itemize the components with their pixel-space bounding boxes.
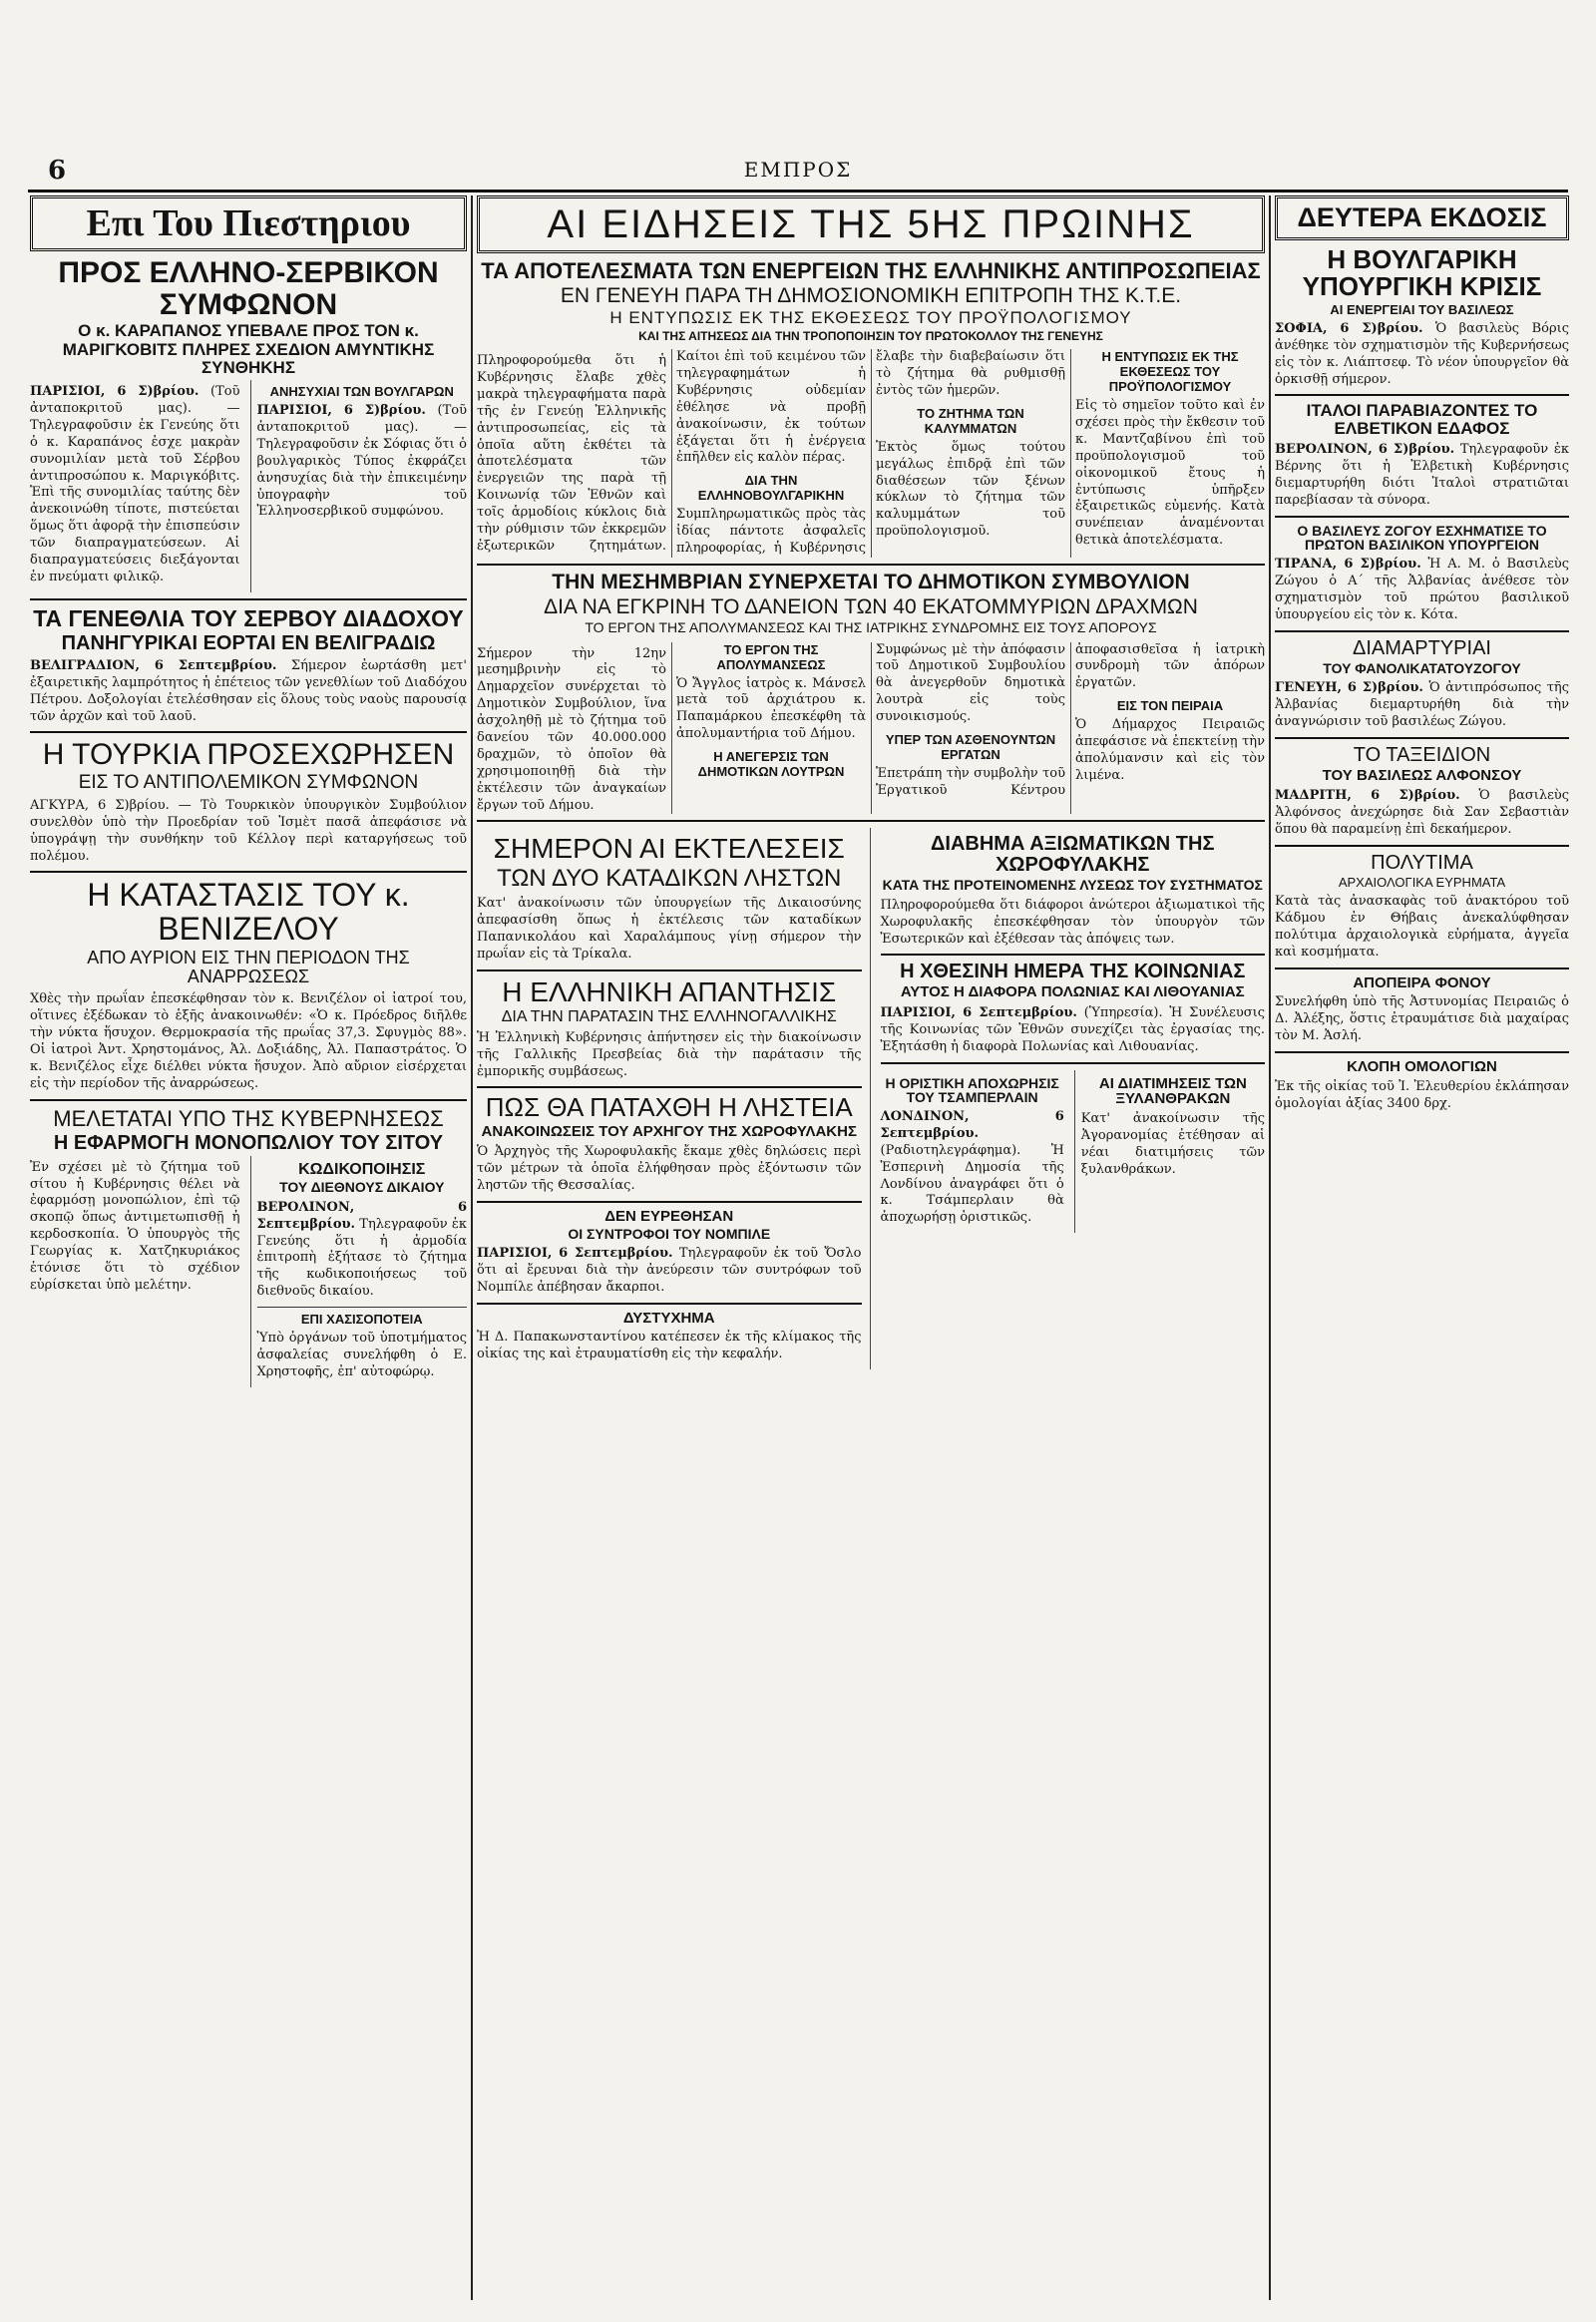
body-text [1275,788,1569,839]
article-king-alfonso [1275,745,1569,839]
body-copy: Σήμερον ἐωρτάσθη μετ' ἐξαιρετικῆς λαμπρότητος ἡ ἐπέτειος τῶν γενεθλίων τοῦ Διαδόχου Πέτρου. Δοξολογίαι ἐτελέσθησαν εἰς ὅλους τοὺς ναοὺς παρουσίᾳ τῶν ἀρχῶν καὶ τοῦ λαοῦ. [30,657,467,724]
article-greek-serbian-pact [30,257,467,592]
body-text: Χθὲς τὴν πρωΐαν ἐπεσκέφθησαν τὸν κ. Βενιζέλον οἱ ἰατροί του, οἵτινες ἐξέδωκαν τὸ ἑξῆς ἀνακοινωθέν: «Ὁ κ. Πρόεδρος διῆλθε τὴν νύκτα ἥσυχον. Θερμοκρασία τῆς πρωΐας 37,3. Σφυγμὸς 88». Οἱ ἰατροὶ Ἀντ. Χρηστομάνος, Ἀλ. Δοξιάδης, Ἀλ. Παπαστράτος. Ὁ κ. Βενιζέλος εἶχε διέλθει νύκτα ἥσυχον. Ἀπὸ αὔριον εἰσέρχεται εἰς τὴν περίοδον τῆς ἀναρρώσεως. [30,991,467,1091]
headline: Η ΤΟΥΡΚΙΑ ΠΡΟΣΕΧΩΡΗΣΕΝ [42,738,455,772]
divider [477,820,1265,822]
subsection-title: Η ΑΝΕΓΕΡΣΙΣ ΤΩΝ ΔΗΜΟΤΙΚΩΝ ΛΟΥΤΡΩΝ [697,749,845,780]
subhead: ΑΡΧΑΙΟΛΟΓΙΚΑ ΕΥΡΗΜΑΤΑ [1338,874,1506,890]
article-gendarmerie [881,834,1266,948]
divider [881,1062,1266,1064]
body-text: ΑΓΚΥΡΑ, 6 Σ)βρίου. — Τὸ Τουρκικὸν ὑπουργικὸν Συμβούλιον συνελθὸν ὑπὸ τὴν Προεδρίαν τοῦ Ἰσμὲτ πασᾶ ἀπεφάσισε νὰ ὑπογράψῃ τὴν συνθήκην τοῦ Κέλλογ περὶ καταργήσεως τοῦ πολέμου. [30,797,467,864]
body-text: Ὑπὸ ὀργάνων τοῦ ὑποτμήματος ἀσφαλείας συνελήφθη ὁ Ε. Χρηστοφῆς, ἐπ' αὐτοφώρῳ. [256,1331,467,1379]
dateline: ΜΑΔΡΙΤΗ, 6 Σ)βρίου. [1275,788,1460,804]
divider [1275,630,1569,632]
headline: ΜΕΛΕΤΑΤΑΙ ΥΠΟ ΤΗΣ ΚΥΒΕΡΝΗΣΕΩΣ [53,1105,444,1131]
article-league-of-nations [881,962,1266,1055]
headline: ΔΙΑΒΗΜΑ ΑΞΙΩΜΑΤΙΚΩΝ ΤΗΣ ΧΩΡΟΦΥΛΑΚΗΣ [931,833,1215,877]
body-text: Σήμερον τὴν 12ην μεσημβρινὴν εἰς τὸ Δημαρχεῖον συνέρχεται τὸ Δημοτικὸν Συμβούλιον, ἵνα ἀσχοληθῇ μὲ τὸ ζήτημα τοῦ δανείου τῶν 40.000.000 δραχμῶν, τὸ ὁποῖον θὰ χρησιμοποιηθῇ διὰ τὴν ἐκτέλεσιν τῶν ἀναγκαίων ἔργων τοῦ Δήμου. [477,645,666,813]
dateline: ΠΑΡΙΣΙΟΙ, 6 Σ)βρίου. [30,384,200,400]
body-copy: (Τοῦ ἀνταποκριτοῦ μας). — Τηλεγραφοῦσιν ἐκ Σόφιας ὅτι ὁ βουλγαρικὸς Τύπος ἐκφράζει ἀνησυχίας διὰ τὴν ἐπικειμένην ὑπογραφὴν τοῦ Ἑλληνοσερβικοῦ συμφώνου. [256,403,467,520]
body-text: Εἰς τὸ σημεῖον τοῦτο καὶ ἐν σχέσει πρὸς τὴν ἔκθεσιν τοῦ κ. Μαντζαβίνου ἐπὶ τοῦ προϋπολογισμοῦ τοῦ οἰκονομικοῦ ἔτους ἡ ἐντύπωσις ὑπῆρξεν ἐξαιρετικῶς εὐμενής. Κατὰ συνέπειαν ἀναμένονται θετικὰ ἀποτελέσματα. [1075,398,1265,549]
headline: ΤΑ ΑΠΟΤΕΛΕΣΜΑΤΑ ΤΩΝ ΕΝΕΡΓΕΙΩΝ ΤΗΣ ΕΛΛΗΝΙΚΗΣ ΑΝΤΙΠΡΟΣΩΠΕΙΑΣ [481,258,1261,283]
center-column [477,195,1265,2300]
body-text [1275,442,1569,510]
article-venizelos [30,879,467,1092]
divider [477,969,862,971]
article-municipal-council [477,572,1265,814]
subsection-title: ΑΝΗΣΥΧΙΑΙ ΤΩΝ ΒΟΥΛΓΑΡΩΝ [269,384,454,400]
section-title-second-edition: ΔΕΥΤΕΡΑ ΕΚΔΟΣΙΣ [1275,195,1569,240]
deck: ΤΟ ΕΡΓΟΝ ΤΗΣ ΑΠΟΛΥΜΑΝΣΕΩΣ ΚΑΙ ΤΗΣ ΙΑΤΡΙΚΗΣ ΣΥΝΔΡΟΜΗΣ ΕΙΣ ΤΟΥΣ ΑΠΟΡΟΥΣ [585,619,1157,636]
body-text: Ὁ Ἀρχηγὸς τῆς Χωροφυλακῆς ἔκαμε χθὲς δηλώσεις περὶ τῶν μέτρων τὰ ὁποῖα ἐλήφθησαν πρὸς ἐξόντωσιν τῶν ληστῶν τῆς Θεσσαλίας. [477,1144,862,1193]
section-title-press: Επι Του Πιεστηριου [30,195,467,251]
left-column [30,195,467,2300]
divider [1275,968,1569,969]
headline: ΠΡΟΣ ΕΛΛΗΝΟ-ΣΕΡΒΙΚΟΝ ΣΥΜΦΩΝΟΝ [58,256,439,321]
subsection-title: ΤΟ ΖΗΤΗΜΑ ΤΩΝ ΚΑΛΥΜΜΑΤΩΝ [917,405,1024,436]
article-accident [477,1311,862,1364]
headline: Η ΒΟΥΛΓΑΡΙΚΗ ΥΠΟΥΡΓΙΚΗ ΚΡΙΣΙΣ [1302,244,1542,302]
dateline: ΠΑΡΙΣΙΟΙ, 6 Σεπτεμβρίου. [477,1246,673,1262]
article-banditry [477,1094,862,1194]
article-nobile [477,1209,862,1297]
divider [477,1201,862,1203]
headline: ΑΙ ΔΙΑΤΙΜΗΣΕΙΣ ΤΩΝ ΞΥΛΑΝΘΡΑΚΩΝ [1098,1074,1247,1108]
divider [1275,394,1569,396]
divider [1275,1051,1569,1053]
body-text [881,1005,1266,1056]
subsection-title: ΕΙΣ ΤΟΝ ΠΕΙΡΑΙΑ [1116,698,1224,714]
article-archaeological-finds [1275,853,1569,962]
body-text [1275,557,1569,624]
article-protests [1275,638,1569,731]
dateline: ΛΟΝΔΙΝΟΝ, 6 Σεπτεμβρίου. [880,1109,1064,1141]
subsection-title: ΕΠΙ ΧΑΣΙΣΟΠΟΤΕΙΑ [300,1312,423,1328]
dateline: ΤΙΡΑΝΑ, 6 Σ)βρίου. [1275,557,1421,573]
dateline: ΣΟΦΙΑ, 6 Σ)βρίου. [1275,320,1423,336]
body-text: Ἐν σχέσει μὲ τὸ ζήτημα τοῦ σίτου ἡ Κυβέρνησις θέλει νὰ ἐφαρμόσῃ μονοπώλιον, ἐπὶ τῷ σκοπῷ ὅπως ἀντιμετωπισθῇ ἡ κερδοσκοπία. Ὁ ὑπουργὸς τῆς Γεωργίας κ. Χατζηκυριάκος ἐτόνισε ὅτι τὸ σχέδιον εὑρίσκεται ὑπὸ μελέτην. [30,1159,240,1293]
headline: Η ΕΛΛΗΝΙΚΗ ΑΠΑΝΤΗΣΙΣ [502,975,837,1007]
column-divider [471,195,473,2300]
body-text [30,658,467,726]
article-geneva-delegation [477,259,1265,558]
subhead: ΕΙΣ ΤΟ ΑΝΤΙΠΟΛΕΜΙΚΟΝ ΣΥΜΦΩΝΟΝ [78,771,419,793]
article-bulgarian-crisis [1275,246,1569,388]
headline: Η ΧΘΕΣΙΝΗ ΗΜΕΡΑ ΤΗΣ ΚΟΙΝΩΝΙΑΣ [900,961,1246,983]
body-copy: Τηλεγραφοῦν ἐκ Βέρνης ὅτι ἡ Ἑλβετικὴ Κυβέρνησις διεμαρτυρήθη διότι Ἰταλοὶ στρατιῶται παρεβίασαν τὰ σύνορα. [1275,442,1569,508]
divider [30,598,467,600]
subsection-title: ΥΠΕΡ ΤΩΝ ΑΣΘΕΝΟΥΝΤΩΝ ΕΡΓΑΤΩΝ [885,731,1056,762]
headline: ΚΛΟΠΗ ΟΜΟΛΟΓΙΩΝ [1347,1058,1497,1076]
body-copy: Τηλεγραφοῦν ἐκ Γενεύης ὅτι ἡ ἀρμοδία ἐπιτροπὴ ἐξήτασε τὸ ζήτημα τῆς κωδικοποιήσεως τοῦ διεθνοῦς δικαίου. [256,1216,467,1300]
dateline: ΒΕΛΙΓΡΑΔΙΟΝ, 6 Σεπτεμβρίου. [30,657,277,673]
article-attempted-murder [1275,975,1569,1045]
body-copy: Ὁ ἀντιπρόσωπος τῆς Ἀλβανίας διεμαρτυρήθη διὰ τὴν ἀναγνώρισιν τοῦ βασιλέως Ζώγου. [1275,680,1569,729]
subhead: ΤΟΥ ΦΑΝΟΛΙΚΑΤΑΤΟΥΖΟΓΟΥ [1323,659,1521,676]
divider [477,1086,862,1088]
headline: Ο ΒΑΣΙΛΕΥΣ ΖΟΓΟΥ ΕΣΧΗΜΑΤΙΣΕ ΤΟ ΠΡΩΤΟΝ ΒΑΣΙΛΙΚΟΝ ΥΠΟΥΡΓΕΙΟΝ [1297,522,1547,554]
subhead: ΟΙ ΣΥΝΤΡΟΦΟΙ ΤΟΥ ΝΟΜΠΙΛΕ [568,1225,771,1242]
headline: Η ΟΡΙΣΤΙΚΗ ΑΠΟΧΩΡΗΣΙΣ ΤΟΥ ΤΣΑΜΠΕΡΛΑΙΝ [885,1074,1059,1106]
subsection-title: ΤΟ ΕΡΓΟΝ ΤΗΣ ΑΠΟΛΥΜΑΝΣΕΩΣ [716,641,826,672]
body-text: Ὁ Δήμαρχος Πειραιῶς ἀπεφάσισε νὰ ἐπεκτείνῃ τὴν ἀπολύμανσιν καὶ εἰς τὸν λιμένα. [1075,717,1265,783]
body-text: Κατ' ἀνακοίνωσιν τῶν ὑπουργείων τῆς Δικαιοσύνης ἀπεφασίσθη ὅπως ἡ ἐκτέλεσις τῶν καταδίκων Παπανικολάου καὶ Χαραλάμπους γίνῃ σήμερον τὴν πρωΐαν εἰς τὰ Τρίκαλα. [477,896,862,962]
subsection-subtitle: ΤΟΥ ΔΙΕΘΝΟΥΣ ΔΙΚΑΙΟΥ [279,1179,445,1196]
body-text [1275,321,1569,389]
body-copy: Τηλεγραφοῦν ἐκ τοῦ Ὄσλο ὅτι αἱ ἔρευναι διὰ τὴν ἀνεύρεσιν τῶν συντρόφων τοῦ Νομπίλε ἀπέβησαν ἄκαρποι. [477,1246,862,1295]
headline: Η ΚΑΤΑΣΤΑΣΙΣ ΤΟΥ κ. ΒΕΝΙΖΕΛΟΥ [87,877,410,947]
divider [30,871,467,873]
headline: ΠΩΣ ΘΑ ΠΑΤΑΧΘΗ Η ΛΗΣΤΕΙΑ [485,1092,853,1123]
headline: ΔΙΑΜΑΡΤΥΡΙΑΙ [1353,636,1491,659]
dateline: ΓΕΝΕΥΗ, 6 Σ)βρίου. [1275,680,1423,696]
article-bond-theft [1275,1059,1569,1113]
subhead: Ο κ. ΚΑΡΑΠΑΝΟΣ ΥΠΕΒΑΛΕ ΠΡΟΣ ΤΟΝ κ. ΜΑΡΙΓΚΟΒΙΤΣ ΠΛΗΡΕΣ ΣΧΕΔΙΟΝ ΑΜΥΝΤΙΚΗΣ ΣΥΝΘΗΚΗΣ [62,321,435,378]
headline: ΑΠΟΠΕΙΡΑ ΦΟΝΟΥ [1353,973,1491,991]
article-italians-switzerland [1275,402,1569,509]
column-divider [1269,195,1271,2300]
subhead: ΑΠΟ ΑΥΡΙΟΝ ΕΙΣ ΤΗΝ ΠΕΡΙΟΔΟΝ ΤΗΣ ΑΝΑΡΡΩΣΕΩΣ [87,947,410,987]
subhead: ΑΙ ΕΝΕΡΓΕΙΑΙ ΤΟΥ ΒΑΣΙΛΕΩΣ [1330,301,1514,317]
body-text: Συμφώνως μὲ τὴν ἀπόφασιν τοῦ Δημοτικοῦ Συμβουλίου θὰ ἀνεγερθοῦν δημοτικὰ λουτρὰ εἰς τοὺς συνοικισμούς. [876,641,1065,725]
headline: ΤΑ ΓΕΝΕΘΛΙΑ ΤΟΥ ΣΕΡΒΟΥ ΔΙΑΔΟΧΟΥ [33,604,464,631]
body-copy: Ἡ Α. Μ. ὁ Βασιλεὺς Ζώγου ὁ Α΄ τῆς Ἀλβανίας ἀνέθεσε τὸν σχηματισμὸν τοῦ πρώτου βασιλικοῦ ὑπουργείου εἰς τὸν κ. Κότα. [1275,557,1569,622]
subhead: ΚΑΤΑ ΤΗΣ ΠΡΟΤΕΙΝΟΜΕΝΗΣ ΛΥΣΕΩΣ ΤΟΥ ΣΥΣΤΗΜΑΤΟΣ [882,877,1263,894]
dateline: ΒΕΡΟΛΙΝΟΝ, 6 Σ)βρίου. [1275,442,1455,458]
body-copy: Ὁ βασιλεὺς Ἀλφόνσος ἀνεχώρησε διὰ Σαν Σεβαστιὰν ὅπου θὰ παραμείνῃ ἐπὶ δεκαήμερον. [1275,788,1569,837]
headline: ΣΗΜΕΡΟΝ ΑΙ ΕΚΤΕΛΕΣΕΙΣ [493,833,845,865]
body-text: Ἐπετράπη τὴν συμβολὴν τοῦ Ἐργατικοῦ Κέντρου ἀποφασισθεῖσα ἡ ἰατρικὴ συνδρομὴ τῶν ἀπόρων ἐργατῶν. [876,641,1265,798]
headline: ΠΟΛΥΤΙΜΑ [1371,851,1473,874]
subhead: ΤΟΥ ΒΑΣΙΛΕΩΣ ΑΛΦΟΝΣΟΥ [1322,766,1522,784]
subhead: ΑΝΑΚΟΙΝΩΣΕΙΣ ΤΟΥ ΑΡΧΗΓΟΥ ΤΗΣ ΧΩΡΟΦΥΛΑΚΗΣ [481,1122,857,1140]
body-copy: Ὁ βασιλεὺς Βόρις ἀνέθηκε τὸν σχηματισμὸν τῆς Κυβερνήσεως εἰς τὸν κ. Λιάπτσεφ. Τὸ νέον ὑπουργεῖον θὰ ὁρκισθῇ σήμερον. [1275,320,1569,387]
body-text [257,403,468,521]
divider [257,1307,468,1308]
divider [477,1303,862,1305]
subsection-title: ΚΩΔΙΚΟΠΟΙΗΣΙΣ [298,1160,426,1178]
subsection-title: Η ΕΝΤΥΠΩΣΙΣ ΕΚ ΤΗΣ ΕΚΘΕΣΕΩΣ ΤΟΥ ΠΡΟΫΠΟΛΟΓΙΣΜΟΥ [1101,349,1239,395]
body-text: Ἡ Ἑλληνικὴ Κυβέρνησις ἀπήντησεν εἰς τὴν διακοίνωσιν τῆς Γαλλικῆς Πρεσβείας διὰ τὴν παράτασιν τῆς ἐμπορικῆς συμβάσεως. [477,1029,862,1079]
subhead: ΠΑΝΗΓΥΡΙΚΑΙ ΕΟΡΤΑΙ ΕΝ ΒΕΛΙΓΡΑΔΙΩ [61,631,436,654]
body-copy: (Ραδιοτηλεγράφημα). Ἡ Ἑσπερινὴ Δημοσία τῆς Λονδίνου ἀναγράφει ὅτι ὁ κ. Τσάμπερλαιν θὰ ἀποχωρήσῃ ὁριστικῶς. [880,1142,1064,1226]
dateline: ΠΑΡΙΣΙΟΙ, 6 Σ)βρίου. [256,403,426,419]
body-text: Ἐκτὸς ὅμως τούτου μεγάλως ἐπιδρᾷ ἐπὶ τῶν διαθέσεων τῶν ξένων κύκλων τὸ ζήτημα τῶν καλυμμάτων τοῦ προϋπολογισμοῦ. [876,439,1065,540]
body-text: Συνελήφθη ὑπὸ τῆς Ἀστυνομίας Πειραιῶς ὁ Δ. Ἀλέξης, ὅστις ἐτραυμάτισε διὰ μαχαίρας τὸν Μ. Ἀσλή. [1275,994,1569,1044]
body-text: Συμπληρωματικῶς πρὸς τὰς ἰδίας πάντοτε ἀσφαλεῖς πληροφορίας, ἡ Κυβέρνησις ἔλαβε τὴν διαβεβαίωσιν ὅτι τὸ ζήτημα θὰ ρυθμισθῇ ἐντὸς τῶν ἡμερῶν. [676,349,1065,557]
section-banner: ΑΙ ΕΙΔΗΣΕΙΣ ΤΗΣ 5ΗΣ ΠΡΩΙΝΗΣ [477,195,1265,253]
article-greek-reply [477,977,862,1081]
masthead [28,150,1568,193]
body-text [1275,680,1569,731]
right-column [1275,195,1569,2300]
article-executions [477,834,862,963]
divider [1275,845,1569,847]
subhead: Η ΕΦΑΡΜΟΓΗ ΜΟΝΟΠΩΛΙΟΥ ΤΟΥ ΣΙΤΟΥ [53,1131,444,1154]
divider [30,731,467,733]
body-copy: (Ὑπηρεσία). Ἡ Συνέλευσις τῆς Κοινωνίας τῶν Ἐθνῶν συνεχίζει τὰς ἐργασίας της. Ἐξητάσθη ἡ διαφορὰ Πολωνίας καὶ Λιθουανίας. [880,1004,1265,1054]
divider [477,564,1265,566]
subhead: ΔΙΑ ΤΗΝ ΠΑΡΑΤΑΣΙΝ ΤΗΣ ΕΛΛΗΝΟΓΑΛΛΙΚΗΣ [501,1008,837,1026]
subsection-title: ΔΙΑ ΤΗΝ ΕΛΛΗΝΟΒΟΥΛΓΑΡΙΚΗΝ [697,473,845,504]
body-text: Κατὰ τὰς ἀνασκαφὰς τοῦ ἀνακτόρου τοῦ Κάδμου ἐν Θήβαις ἀνεκαλύφθησαν πολύτιμα ἀρχαιολογικὰ εὑρήματα, ἀγγεῖα καὶ κοσμήματα. [1275,894,1569,960]
body-text: Ἡ Δ. Παπακωνσταντίνου κατέπεσεν ἐκ τῆς κλίμακος τῆς οἰκίας της καὶ ἐτραυματίσθη εἰς τὴν κεφαλήν. [477,1330,862,1362]
article-wheat-monopoly [30,1107,467,1387]
headline: ΤΗΝ ΜΕΣΗΜΒΡΙΑΝ ΣΥΝΕΡΧΕΤΑΙ ΤΟ ΔΗΜΟΤΙΚΟΝ ΣΥΜΒΟΥΛΙΟΝ [552,570,1190,593]
headline: ΤΟ ΤΑΞΕΙΔΙΟΝ [1353,743,1491,766]
headline: ΔΥΣΤΥΧΗΜΑ [622,1309,715,1327]
body-text [477,1246,862,1297]
dateline: ΠΑΡΙΣΙΟΙ, 6 Σεπτεμβρίου. [880,1004,1077,1020]
divider [1275,516,1569,518]
body-copy: (Τοῦ ἀνταποκριτοῦ μας). — Τηλεγραφοῦσιν ἐκ Γενεύης ὅτι ὁ κ. Καραπάνος ἐσχε μακρὰν συνομιλίαν μετὰ τοῦ Σέρβου ἀντιπροσώπου κ. Μαριγκόβιτς. Ἐπὶ τῆς συνομιλίας ταύτης δὲν ἀνεκοινώθη τίποτε, πιστεύεται ὅμως ὅτι ἀφορᾷ τὴν ἐπισπεύσιν τῶν διαπραγματεύσεων. Αἱ διαπραγματεύσεις διεξάγονται ἐν πνεύματι φιλικῷ. [30,384,240,584]
article-charcoal-prices [1074,1070,1265,1234]
body-text [881,1109,1064,1227]
headline: ΙΤΑΛΟΙ ΠΑΡΑΒΙΑΖΟΝΤΕΣ ΤΟ ΕΛΒΕΤΙΚΟΝ ΕΔΑΦΟΣ [1306,401,1538,439]
article-turkey [30,739,467,865]
subhead: ΤΩΝ ΔΥΟ ΚΑΤΑΔΙΚΩΝ ΛΗΣΤΩΝ [497,864,842,892]
body-text: Ὁ Ἄγγλος ἰατρὸς κ. Μάνσελ μετὰ τοῦ ἀρχιάτρου κ. Παπαμάρκου ἐπεσκέφθη τὰ ἀπολυμαντήρια τοῦ Δήμου. [676,675,866,742]
subhead: ΕΝ ΓΕΝΕΥΗ ΠΑΡΑ ΤΗ ΔΗΜΟΣΙΟΝΟΜΙΚΗ ΕΠΙΤΡΟΠΗ ΤΗΣ Κ.Τ.Ε. [560,284,1182,308]
article-serbian-heir [30,606,467,726]
deck: ΚΑΙ ΤΗΣ ΑΙΤΗΣΕΩΣ ΔΙΑ ΤΗΝ ΤΡΟΠΟΠΟΙΗΣΙΝ ΤΟΥ ΠΡΩΤΟΚΟΛΛΟΥ ΤΗΣ ΓΕΝΕΥΗΣ [638,328,1103,343]
body-text [257,1200,468,1301]
subhead: ΑΥΤΟΣ Η ΔΙΑΦΟΡΑ ΠΟΛΩΝΙΑΣ ΚΑΙ ΛΙΘΟΥΑΝΙΑΣ [900,983,1245,1001]
headline: ΔΕΝ ΕΥΡΕΘΗΣΑΝ [604,1207,734,1225]
body-text: Πληροφορούμεθα ὅτι διάφοροι ἀνώτεροι ἀξιωματικοὶ τῆς Χωροφυλακῆς ἐπεσκέφθησαν τὸν ὑπουργὸν τῶν Ἐσωτερικῶν καὶ ἐξέθεσαν τὰς ἀπόψεις των. [880,897,1265,947]
divider [1275,737,1569,739]
page-number: 6 [48,156,67,186]
article-king-zog [1275,524,1569,624]
divider [881,954,1266,956]
dateline: ΒΕΡΟΛΙΝΟΝ, 6 Σεπτεμβρίου. [256,1199,467,1232]
article-chamberlain [881,1070,1064,1234]
body-text: Ἐκ τῆς οἰκίας τοῦ Ἰ. Ἐλευθερίου ἐκλάπησαν ὁμολογίαι ἀξίας 3400 δρχ. [1275,1078,1569,1111]
body-text: Κατ' ἀνακοίνωσιν τῆς Ἀγορανομίας ἐτέθησαν αἱ νέαι διατιμήσεις τῶν ξυλανθράκων. [1080,1111,1265,1177]
divider [30,1099,467,1101]
paper-name: ΕΜΠΡΟΣ [743,158,853,182]
body-text [30,384,240,586]
subhead: ΔΙΑ ΝΑ ΕΓΚΡΙΝΗ ΤΟ ΔΑΝΕΙΟΝ ΤΩΝ 40 ΕΚΑΤΟΜΜΥΡΙΩΝ ΔΡΑΧΜΩΝ [544,595,1198,619]
deck: Η ΕΝΤΥΠΩΣΙΣ ΕΚ ΤΗΣ ΕΚΘΕΣΕΩΣ ΤΟΥ ΠΡΟΫΠΟΛΟΓΙΣΜΟΥ [609,308,1132,328]
body-text: Πληροφορούμεθα ὅτι ἡ Κυβέρνησις ἔλαβε χθὲς μακρὰ τηλεγραφήματα παρὰ τῆς ἐν Γενεύῃ Ἑλληνικῆς ἀντιπροσωπείας, εἰς τὰ ὁποῖα αὕτη ἐκθέτει τὰ ἀποτελέσματα τῶν ἐνεργειῶν της παρὰ τῇ Κοινωνίᾳ τῶν Ἐθνῶν καὶ τοῖς ἁρμοδίοις κύκλοις διὰ τὴν ρύθμισιν τῶν ἐκκρεμῶν ἐξωτερικῶν ζητημάτων. Καίτοι ἐπὶ τοῦ κειμένου τῶν τηλεγραφημάτων ἡ Κυβέρνησις οὐδεμίαν ἐθέλησε νὰ προβῇ ἀνακοίνωσιν, ἐκ τούτων ἐξάγεται ὅτι ἡ ἐνέργεια ἐπῆλθεν εἰς καλὸν πέρας. [477,349,866,554]
